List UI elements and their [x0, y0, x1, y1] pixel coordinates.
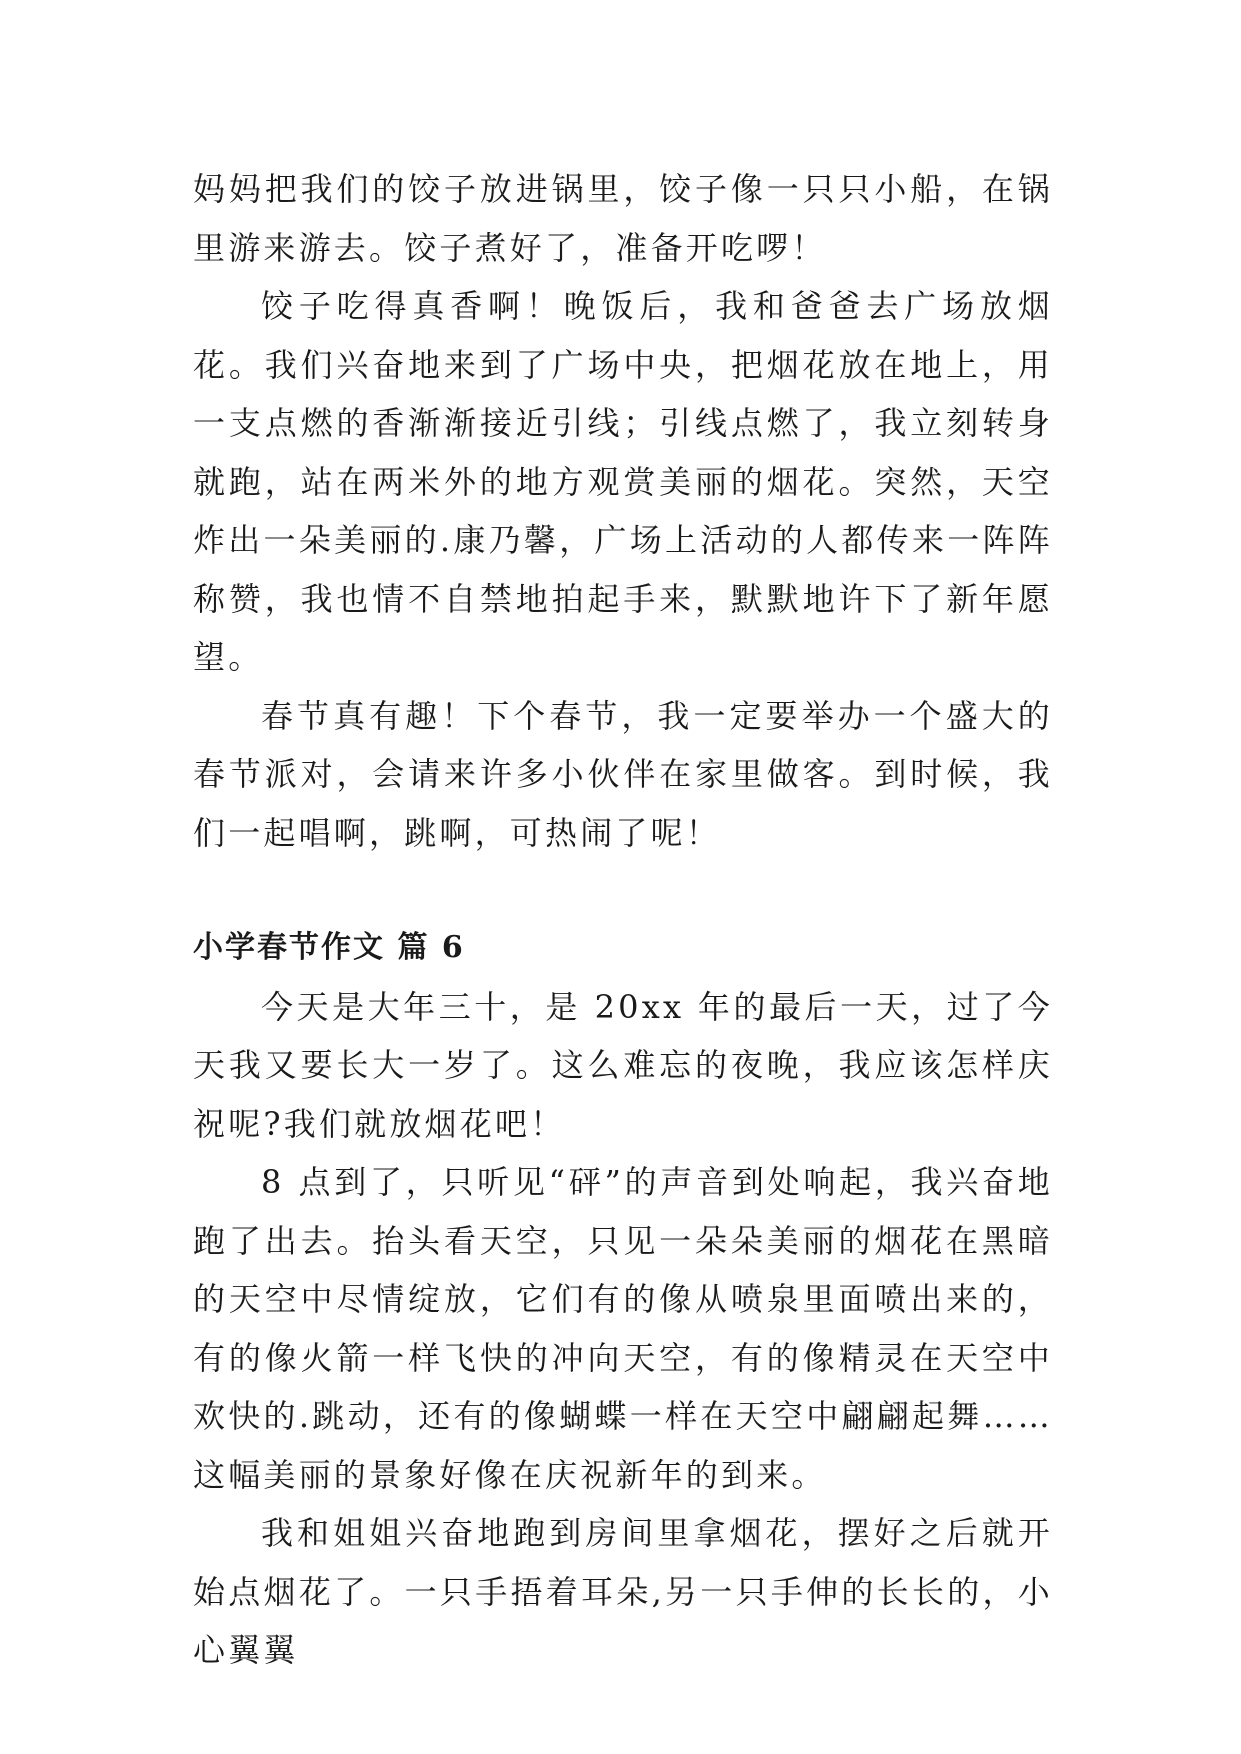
- paragraph-new-year-eve: 今天是大年三十，是 20xx 年的最后一天，过了今天我又要长大一岁了。这么难忘的夜晚，我应该怎样庆祝呢?我们就放烟花吧！: [193, 987, 1053, 1143]
- paragraph-sister-fireworks: 我和姐姐兴奋地跑到房间里拿烟花，摆好之后就开始点烟花了。一只手捂着耳朵,另一只手伸的长长的，小心翼翼: [193, 1514, 1053, 1669]
- document-page: [193, 160, 1053, 1680]
- paragraph-eight-oclock: 8 点到了，只听见“砰”的声音到处响起，我兴奋地跑了出去。抬头看天空，只见一朵朵美丽的烟花在黑暗的天空中尽情绽放，它们有的像从喷泉里面喷出来的，有的像火箭一样飞快的冲向天空，有的像精灵在天空中欢快的.跳动，还有的像蝴蝶一样在天空中翩翩起舞……这幅美丽的景象好像在庆祝新年的到来。: [193, 1163, 1053, 1494]
- paragraph-fireworks-square: 饺子吃得真香啊！晚饭后，我和爸爸去广场放烟花。我们兴奋地来到了广场中央，把烟花放在地上，用一支点燃的香渐渐接近引线；引线点燃了，我立刻转身就跑，站在两米外的地方观赏美丽的烟花。突然，天空炸出一朵美丽的.康乃馨，广场上活动的人都传来一阵阵称赞，我也情不自禁地拍起手来，默默地许下了新年愿望。: [193, 287, 1053, 676]
- paragraph-spring-party: 春节真有趣！下个春节，我一定要举办一个盛大的春节派对，会请来许多小伙伴在家里做客。到时候，我们一起唱啊，跳啊，可热闹了呢！: [193, 696, 1053, 852]
- paragraph-dumplings: 妈妈把我们的饺子放进锅里，饺子像一只只小船，在锅里游来游去。饺子煮好了，准备开吃啰！: [193, 170, 1053, 267]
- section-title: 小学春节作文 篇 6: [193, 930, 465, 965]
